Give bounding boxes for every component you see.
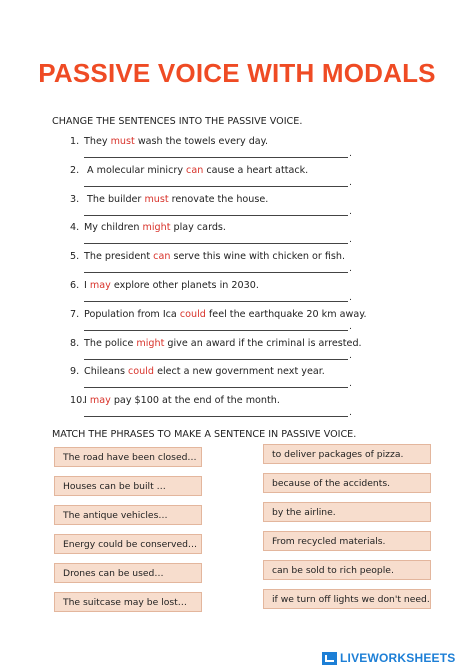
match-phrase-left[interactable]: Houses can be built …	[54, 476, 202, 496]
question-text: A molecular minicry	[84, 164, 187, 176]
question-item	[70, 194, 370, 205]
modal-verb: could	[179, 308, 206, 320]
modal-verb: can	[153, 251, 171, 263]
question-text: My children	[84, 222, 143, 234]
question-text: They	[84, 136, 111, 147]
question-text: explore other planets in 2030.	[110, 280, 259, 291]
question-text: renovate the house.	[168, 193, 269, 205]
match-phrase-right[interactable]: to deliver packages of pizza.	[263, 444, 431, 464]
match-phrase-right[interactable]: if we turn off lights we don't need.	[263, 589, 431, 609]
question-item	[70, 280, 370, 291]
question-text: The builder	[84, 193, 145, 205]
question-item	[70, 309, 370, 320]
question-item	[70, 338, 370, 349]
question-item	[70, 366, 370, 377]
question-text: feel the earthquake 20 km away.	[205, 308, 367, 320]
question-number: 5.	[70, 251, 80, 263]
question-text: The president	[84, 251, 154, 263]
question-number: 2.	[70, 164, 80, 176]
logo-text: LIVEWORKSHEETS	[340, 651, 456, 665]
question-text: The police	[84, 337, 137, 349]
match-phrase-left[interactable]: Drones can be used…	[54, 563, 202, 583]
question-text: I	[84, 280, 90, 291]
question-number: 1.	[70, 136, 80, 147]
modal-verb: may	[89, 280, 111, 291]
match-phrase-right[interactable]: From recycled materials.	[263, 531, 431, 551]
question-item	[70, 251, 370, 262]
match-phrase-left[interactable]: The suitcase may be lost…	[54, 592, 202, 612]
question-text: Population from Ica	[84, 308, 180, 320]
question-item	[70, 136, 370, 147]
question-text: cause a heart attack.	[203, 164, 309, 176]
question-number: 7.	[70, 308, 80, 320]
match-phrase-left[interactable]: The antique vehicles…	[54, 505, 202, 525]
answer-line[interactable]: .	[84, 177, 348, 187]
answer-line[interactable]: .	[84, 321, 348, 331]
answer-line[interactable]: .	[84, 263, 348, 273]
liveworksheets-logo-icon	[322, 652, 337, 665]
question-number: 10.	[70, 395, 86, 407]
question-number: 4.	[70, 222, 80, 234]
question-item	[70, 395, 370, 406]
question-text: serve this wine with chicken or fish.	[170, 251, 346, 263]
question-text: I	[84, 395, 90, 407]
match-phrase-right[interactable]: by the airline.	[263, 502, 431, 522]
question-number: 6.	[70, 280, 80, 291]
modal-verb: must	[110, 136, 135, 147]
answer-line[interactable]: .	[84, 206, 348, 216]
section2-instruction: MATCH THE PHRASES TO MAKE A SENTENCE IN PASSIVE VOICE.	[52, 429, 357, 440]
modal-verb: may	[89, 395, 111, 407]
question-text: Chileans	[84, 366, 129, 378]
worksheet-title: PASSIVE VOICE WITH MODALS	[38, 58, 436, 88]
question-item	[70, 222, 370, 233]
modal-verb: must	[144, 193, 169, 205]
match-phrase-right[interactable]: because of the accidents.	[263, 473, 431, 493]
question-number: 9.	[70, 366, 80, 378]
answer-line[interactable]: .	[84, 234, 348, 244]
answer-line[interactable]: .	[84, 292, 348, 302]
question-item	[70, 165, 370, 176]
question-text: elect a new government next year.	[154, 366, 325, 378]
section1-instruction: CHANGE THE SENTENCES INTO THE PASSIVE VOICE.	[52, 116, 303, 127]
answer-line[interactable]: .	[84, 350, 348, 360]
liveworksheets-logo	[322, 651, 455, 665]
modal-verb: can	[186, 164, 204, 176]
question-number: 8.	[70, 337, 80, 349]
modal-verb: might	[136, 337, 165, 349]
question-text: play cards.	[170, 222, 226, 234]
match-phrase-left[interactable]: Energy could be conserved…	[54, 534, 202, 554]
modal-verb: could	[128, 366, 155, 378]
match-phrase-right[interactable]: can be sold to rich people.	[263, 560, 431, 580]
question-text: wash the towels every day.	[134, 136, 269, 147]
modal-verb: might	[142, 222, 171, 234]
answer-line[interactable]: .	[84, 378, 348, 388]
question-text: pay $100 at the end of the month.	[110, 395, 280, 407]
question-text: give an award if the criminal is arrested.	[164, 337, 362, 349]
match-phrase-left[interactable]: The road have been closed…	[54, 447, 202, 467]
answer-line[interactable]: .	[84, 407, 348, 417]
answer-line[interactable]: .	[84, 148, 348, 158]
question-number: 3.	[70, 193, 80, 205]
